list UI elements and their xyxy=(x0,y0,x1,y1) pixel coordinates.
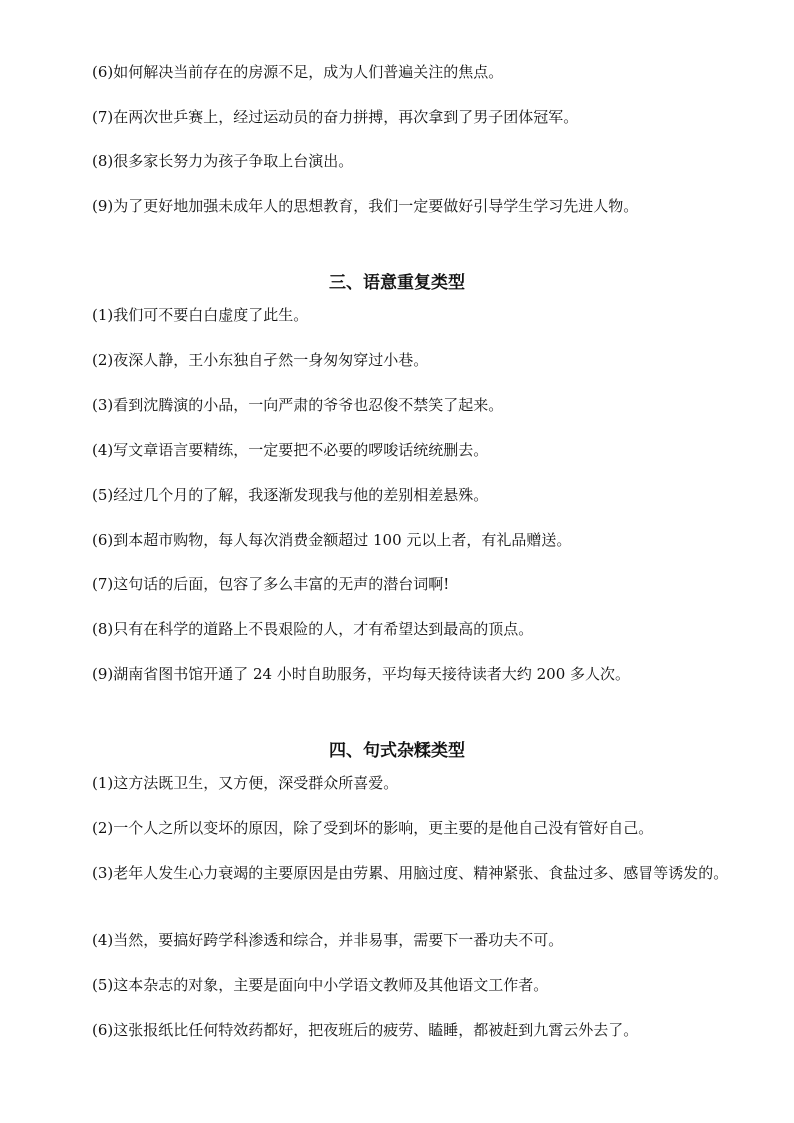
sentence-2-9: (9)为了更好地加强未成年人的思想教育，我们一定要做好引导学生学习先进人物。 xyxy=(92,197,639,215)
sentence-2-8: (8)很多家长努力为孩子争取上台演出。 xyxy=(92,152,354,170)
sentence-3-6: (6)到本超市购物，每人每次消费金额超过 100 元以上者，有礼品赠送。 xyxy=(92,531,572,549)
sentence-4-2: (2)一个人之所以变坏的原因，除了受到坏的影响，更主要的是他自己没有管好自己。 xyxy=(92,819,654,837)
sentence-3-1: (1)我们可不要白白虚度了此生。 xyxy=(92,306,309,324)
section-3-title: 三、语意重复类型 xyxy=(329,273,465,293)
sentence-3-7: (7)这句话的后面，包容了多么丰富的无声的潜台词啊! xyxy=(92,575,450,593)
sentence-3-9: (9)湖南省图书馆开通了 24 小时自助服务，平均每天接待读者大约 200 多人次。 xyxy=(92,665,631,683)
sentence-3-5: (5)经过几个月的了解，我逐渐发现我与他的差别相差悬殊。 xyxy=(92,486,489,504)
sentence-4-5: (5)这本杂志的对象，主要是面向中小学语文教师及其他语文工作者。 xyxy=(92,976,549,994)
sentence-2-6: (6)如何解决当前存在的房源不足，成为人们普遍关注的焦点。 xyxy=(92,63,504,81)
section-4-title: 四、句式杂糅类型 xyxy=(329,741,465,761)
sentence-2-7: (7)在两次世乒赛上，经过运动员的奋力拼搏，再次拿到了男子团体冠军。 xyxy=(92,108,579,126)
sentence-4-6: (6)这张报纸比任何特效药都好，把夜班后的疲劳、瞌睡，都被赶到九霄云外去了。 xyxy=(92,1021,639,1039)
sentence-3-4: (4)写文章语言要精练，一定要把不必要的啰唆话统统删去。 xyxy=(92,441,489,459)
sentence-3-8: (8)只有在科学的道路上不畏艰险的人，才有希望达到最高的顶点。 xyxy=(92,620,534,638)
sentence-4-3: (3)老年人发生心力衰竭的主要原因是由劳累、用脑过度、精神紧张、食盐过多、感冒等诱发的。 xyxy=(92,864,729,882)
sentence-4-1: (1)这方法既卫生，又方便，深受群众所喜爱。 xyxy=(92,774,399,792)
sentence-4-4: (4)当然，要搞好跨学科渗透和综合，并非易事，需要下一番功夫不可。 xyxy=(92,931,564,949)
sentence-3-3: (3)看到沈腾演的小品，一向严肃的爷爷也忍俊不禁笑了起来。 xyxy=(92,396,504,414)
sentence-3-2: (2)夜深人静，王小东独自孑然一身匆匆穿过小巷。 xyxy=(92,351,429,369)
